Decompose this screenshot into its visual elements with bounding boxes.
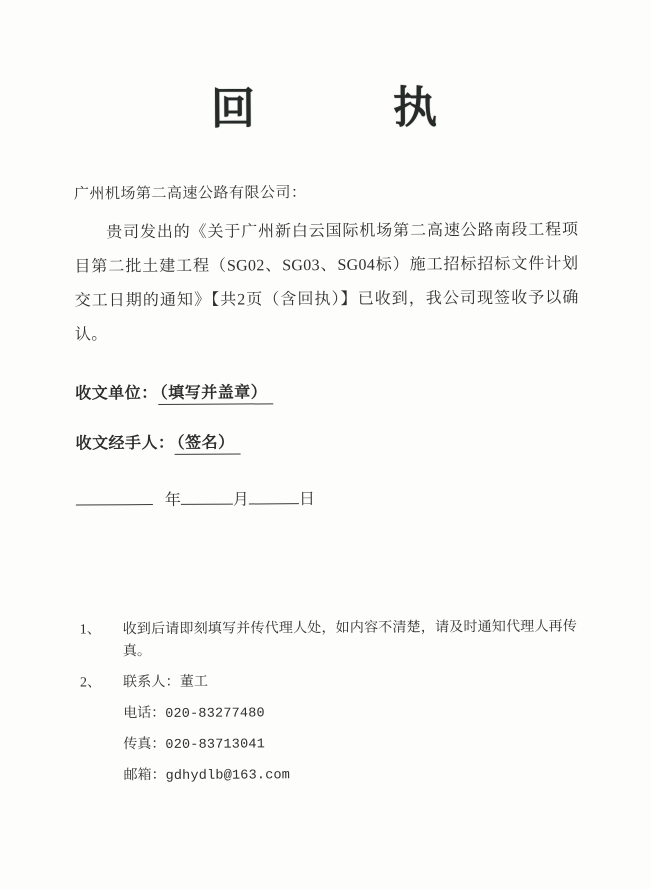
notes-list — [80, 616, 581, 694]
note-item-2 — [80, 669, 581, 694]
year-character: 年 — [164, 491, 181, 509]
day-blank-line — [249, 489, 299, 504]
body-paragraph: 贵司发出的《关于广州新白云国际机场第二高速公路南段工程项目第二批土建工程（SG02、SG03、SG04标）施工招标招标文件计划交工日期的通知》【共2页（含回执）】已收到，我公司现签收予以确认。 — [74, 221, 579, 344]
salutation-line: 广州机场第二高速公路有限公司： — [73, 185, 307, 203]
email-address: gdhydlb@163.com — [165, 768, 291, 784]
note-1-text: 收到后请即刻填写并传代理人处，如内容不清楚，请及时通知代理人再传真。 — [122, 619, 578, 660]
fax-number: 020-83713041 — [165, 737, 266, 753]
receiving-handler-label: 收文经手人： — [75, 434, 175, 453]
note-item-1 — [80, 616, 581, 663]
phone-line — [123, 700, 581, 726]
receiving-unit-label: 收文单位： — [75, 385, 158, 403]
receiving-handler-fill-hint: （签名） — [174, 435, 240, 455]
receiving-unit-fill-hint: （填写并盖章） — [158, 384, 274, 405]
date-fill-line — [76, 487, 580, 512]
title-char-right: 执 — [392, 83, 438, 133]
note-1-number: 1、 — [79, 622, 101, 638]
note-2-number: 2、 — [79, 675, 102, 691]
contact-info-block — [123, 700, 582, 788]
fax-label: 传真： — [123, 736, 166, 753]
month-blank-line — [181, 490, 233, 505]
receiving-handler-field — [75, 430, 579, 455]
fax-line — [123, 731, 581, 757]
month-character: 月 — [232, 491, 249, 509]
phone-label: 电话： — [123, 705, 166, 722]
title-char-left: 回 — [210, 84, 256, 134]
document-title — [0, 0, 650, 134]
receiving-unit-field — [75, 380, 579, 405]
email-line — [123, 762, 581, 788]
email-label: 邮箱： — [123, 767, 166, 784]
day-character: 日 — [298, 491, 315, 509]
document-body — [74, 180, 582, 788]
phone-number: 020-83277480 — [165, 706, 265, 722]
year-blank-line — [76, 490, 153, 505]
note-2-text: 联系人：董工 — [122, 674, 209, 691]
